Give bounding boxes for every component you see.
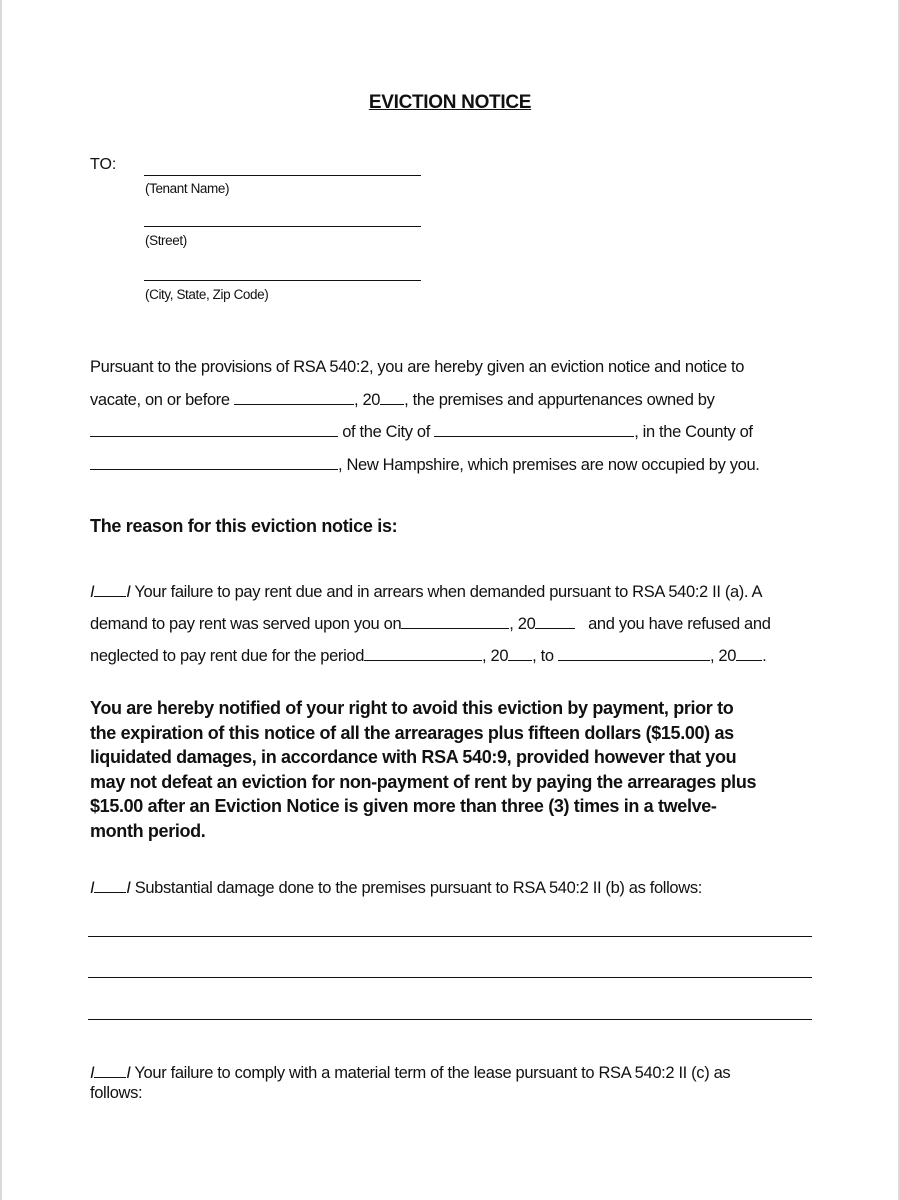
para1-line2-text-b: , 20: [354, 391, 381, 409]
county-name-blank[interactable]: [90, 455, 338, 470]
notice-line: liquidated damages, in accordance with RSA 540:9, provided however that you: [90, 747, 737, 767]
reason3-line2: follows:: [90, 1084, 143, 1102]
tenant-name-caption: (Tenant Name): [145, 181, 230, 196]
period-start-blank[interactable]: [364, 646, 482, 661]
reason3-line1-text: Your failure to comply with a material term of the lease pursuant to RSA 540:2 II (c) as: [134, 1064, 731, 1082]
reason1-line3-text-d: , 20: [709, 647, 737, 665]
para1-line2-text-a: vacate, on or before: [90, 391, 230, 409]
to-label: TO:: [90, 156, 117, 173]
demand-year-blank[interactable]: [535, 614, 575, 629]
reason1-line3-text-e: .: [762, 647, 767, 665]
reason1-line2: [90, 614, 771, 634]
para1-line4-text: , New Hampshire, which premises are now occupied by you.: [338, 456, 760, 474]
street-caption: (Street): [145, 233, 187, 248]
owner-name-blank[interactable]: [90, 422, 338, 437]
tenant-name-line[interactable]: [144, 175, 421, 176]
notice-line: month period.: [90, 820, 206, 841]
vacate-date-blank[interactable]: [234, 390, 354, 405]
payment-right-notice: [90, 696, 820, 843]
street-line[interactable]: [144, 226, 421, 227]
para1-line3: [90, 422, 753, 442]
reason-heading: The reason for this eviction notice is:: [90, 516, 398, 536]
notice-line: $15.00 after an Eviction Notice is given more than three (3) times in a twelve-: [90, 796, 717, 816]
reason3-mark-close: I: [126, 1064, 131, 1082]
damage-description-line-3[interactable]: [88, 1019, 812, 1020]
city-state-zip-line[interactable]: [144, 280, 421, 281]
period-end-blank[interactable]: [558, 646, 710, 661]
para1-line3-text-b: , in the County of: [634, 423, 753, 441]
reason2-line: [90, 878, 702, 898]
notice-line: may not defeat an eviction for non-payment of rent by paying the arrearages plus: [90, 771, 757, 792]
reason2-mark-open: I: [90, 879, 95, 897]
reason1-mark-open: I: [90, 583, 95, 601]
para1-line2-text-c: , the premises and appurtenances owned by: [404, 391, 715, 409]
demand-date-blank[interactable]: [401, 614, 509, 629]
reason1-checkbox-blank[interactable]: [94, 582, 126, 597]
reason1-mark-close: I: [126, 583, 131, 601]
notice-line: the expiration of this notice of all the arrearages plus fifteen dollars ($15.00) as: [90, 722, 734, 743]
city-state-zip-caption: (City, State, Zip Code): [145, 287, 269, 302]
reason1-line2-text-c: and you have refused and: [588, 615, 771, 633]
reason3-mark-open: I: [90, 1064, 95, 1082]
reason3-checkbox-blank[interactable]: [94, 1063, 126, 1078]
reason1-line3-text-a: neglected to pay rent due for the period: [90, 647, 365, 665]
document-title: EVICTION NOTICE: [368, 92, 532, 113]
damage-description-line-2[interactable]: [88, 977, 812, 978]
reason1-line3: [90, 646, 766, 666]
para1-line4: [90, 455, 760, 475]
city-name-blank[interactable]: [434, 422, 634, 437]
reason1-line3-text-b: , 20: [482, 647, 509, 665]
reason1-line1: [90, 582, 762, 602]
period-start-year-blank[interactable]: [508, 646, 532, 661]
reason1-line1-text: Your failure to pay rent due and in arrears when demanded pursuant to RSA 540:2 II (a). A: [134, 583, 763, 601]
para1-line1: Pursuant to the provisions of RSA 540:2, you are hereby given an eviction notice and notice to: [90, 358, 745, 376]
damage-description-line-1[interactable]: [88, 936, 812, 937]
reason2-text: Substantial damage done to the premises pursuant to RSA 540:2 II (b) as follows:: [134, 879, 702, 897]
reason2-mark-close: I: [126, 879, 131, 897]
period-end-year-blank[interactable]: [736, 646, 762, 661]
reason3-line1: [90, 1063, 730, 1083]
reason1-line3-text-c: , to: [532, 647, 554, 665]
vacate-year-blank[interactable]: [380, 390, 404, 405]
para1-line2: [90, 390, 714, 410]
reason1-line2-text-a: demand to pay rent was served upon you on: [90, 615, 402, 633]
reason1-line2-text-b: , 20: [509, 615, 536, 633]
para1-line3-text-a: of the City of: [342, 423, 430, 441]
reason2-checkbox-blank[interactable]: [94, 878, 126, 893]
page-left-edge: [0, 0, 2, 1200]
notice-line: You are hereby notified of your right to avoid this eviction by payment, prior to: [90, 698, 734, 718]
